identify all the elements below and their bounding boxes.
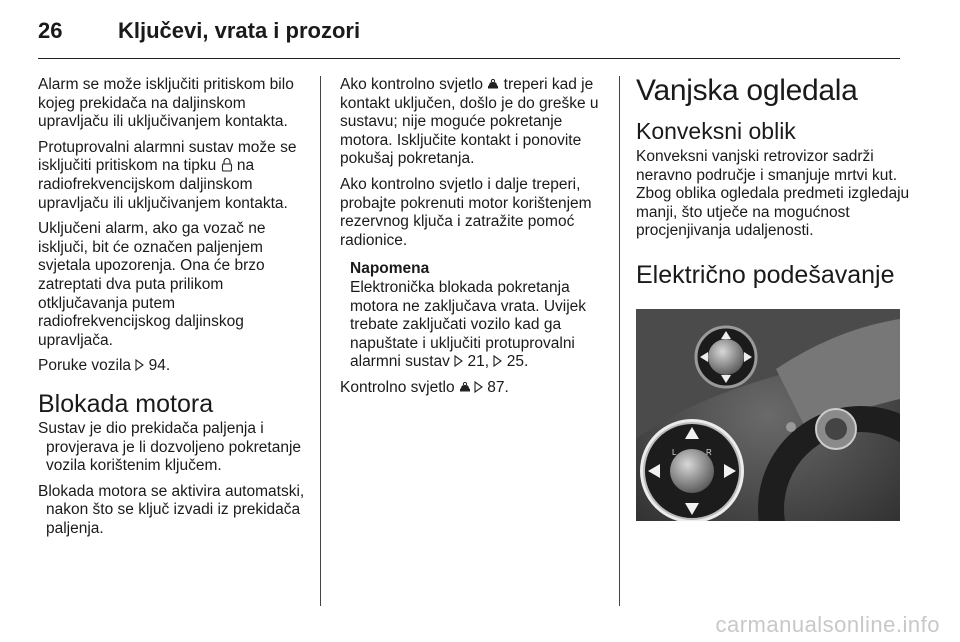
reference-arrow-icon	[471, 379, 483, 396]
note-body: Elektronička blokada pokretanja motora ne zaključava vrata. Uvijek trebate zaključati vozilo kad ga napuštate i uključiti protuprovalni alarmni sustav	[350, 278, 587, 371]
column-rule-2	[619, 76, 620, 606]
paragraph-convex-mirror: Konveksni vanjski retrovizor sadrži neravno područje i smanjuje mrtvi kut. Zbog oblika ogledala predmeti izgledaju manji, što utječe na mogućnost procjenjivanja udaljenosti.	[636, 148, 910, 240]
column-middle	[340, 76, 606, 405]
paragraph-text: na radiofrekvencijskom daljinskom upravljaču ili uključivanjem kontakta.	[38, 157, 288, 212]
header-rule	[38, 58, 900, 59]
paragraph-control-light-flash	[340, 76, 606, 169]
paragraph-text: Protuprovalni alarmni sustav može se isključiti pritiskom na tipku	[38, 138, 297, 175]
heading-convex-shape: Konveksni oblik	[636, 118, 796, 144]
paragraph-text: 94.	[144, 357, 171, 375]
car-key-icon	[487, 76, 499, 93]
paragraph-immobilizer-activation: Blokada motora se aktivira automatski, nakon što se ključ izvadi iz prekidača paljenja.	[38, 482, 305, 537]
page-title: Ključevi, vrata i prozori	[118, 18, 361, 43]
mirror-control-photo	[636, 309, 900, 521]
paragraph-immobilizer-system: Sustav je dio prekidača paljenja i provjerava je li dozvoljeno pokretanje vozila korištenim ključem.	[38, 419, 302, 475]
car-key-icon	[459, 379, 471, 396]
heading-exterior-mirrors: Vanjska ogledala	[636, 74, 858, 107]
reference-arrow-icon	[135, 357, 144, 374]
paragraph-text: treperi kad je kontakt uključen, došlo je do greške u sustavu; nije moguće pokretanje motora. Isključite kontakt i ponovite pokušaj pokretanja.	[340, 76, 599, 168]
column-left	[38, 76, 306, 545]
heading-electric-adjustment: Električno podešavanje	[636, 260, 895, 289]
watermark: carmanualsonline.info	[715, 612, 940, 637]
paragraph-control-light-ref	[340, 379, 606, 398]
column-rule-1	[320, 76, 321, 606]
paragraph-alarm-off: Alarm se može isključiti pritiskom bilo kojeg prekidača na daljinskom upravljaču ili uključivanjem kontakta.	[38, 76, 294, 131]
heading-immobilizer: Blokada motora	[38, 389, 214, 418]
reference-arrow-icon	[454, 353, 463, 370]
paragraph-vehicle-messages	[38, 357, 306, 376]
note-ref: 25.	[502, 353, 529, 371]
paragraph-text: 87.	[482, 378, 509, 396]
paragraph-text: Poruke vozila	[38, 357, 136, 375]
paragraph-text: Kontrolno svjetlo	[340, 378, 459, 396]
note-box	[340, 260, 606, 372]
page-number: 26	[38, 18, 63, 43]
note-title: Napomena	[350, 260, 430, 278]
paragraph-text: Ako kontrolno svjetlo	[340, 76, 488, 93]
note-ref: 21,	[463, 353, 494, 371]
paragraph-alarm-indication: Uključeni alarm, ako ga vozač ne isključi, bit će označen paljenjem svjetala upozorenja. Ona će brzo zatreptati dva puta prilikom otključavanja putem radiofrekvencijskog daljinskog upravljača.	[38, 220, 266, 349]
paragraph-antitheft-off	[38, 139, 306, 213]
padlock-icon	[221, 157, 233, 174]
svg-text:R: R	[706, 448, 712, 457]
note-text	[350, 279, 606, 372]
paragraph-spare-key: Ako kontrolno svjetlo i dalje treperi, probajte pokrenuti motor korištenjem rezervnog ključa i zatražite pomoć radionice.	[340, 175, 592, 249]
svg-text:L: L	[672, 448, 677, 457]
column-right	[636, 74, 926, 303]
